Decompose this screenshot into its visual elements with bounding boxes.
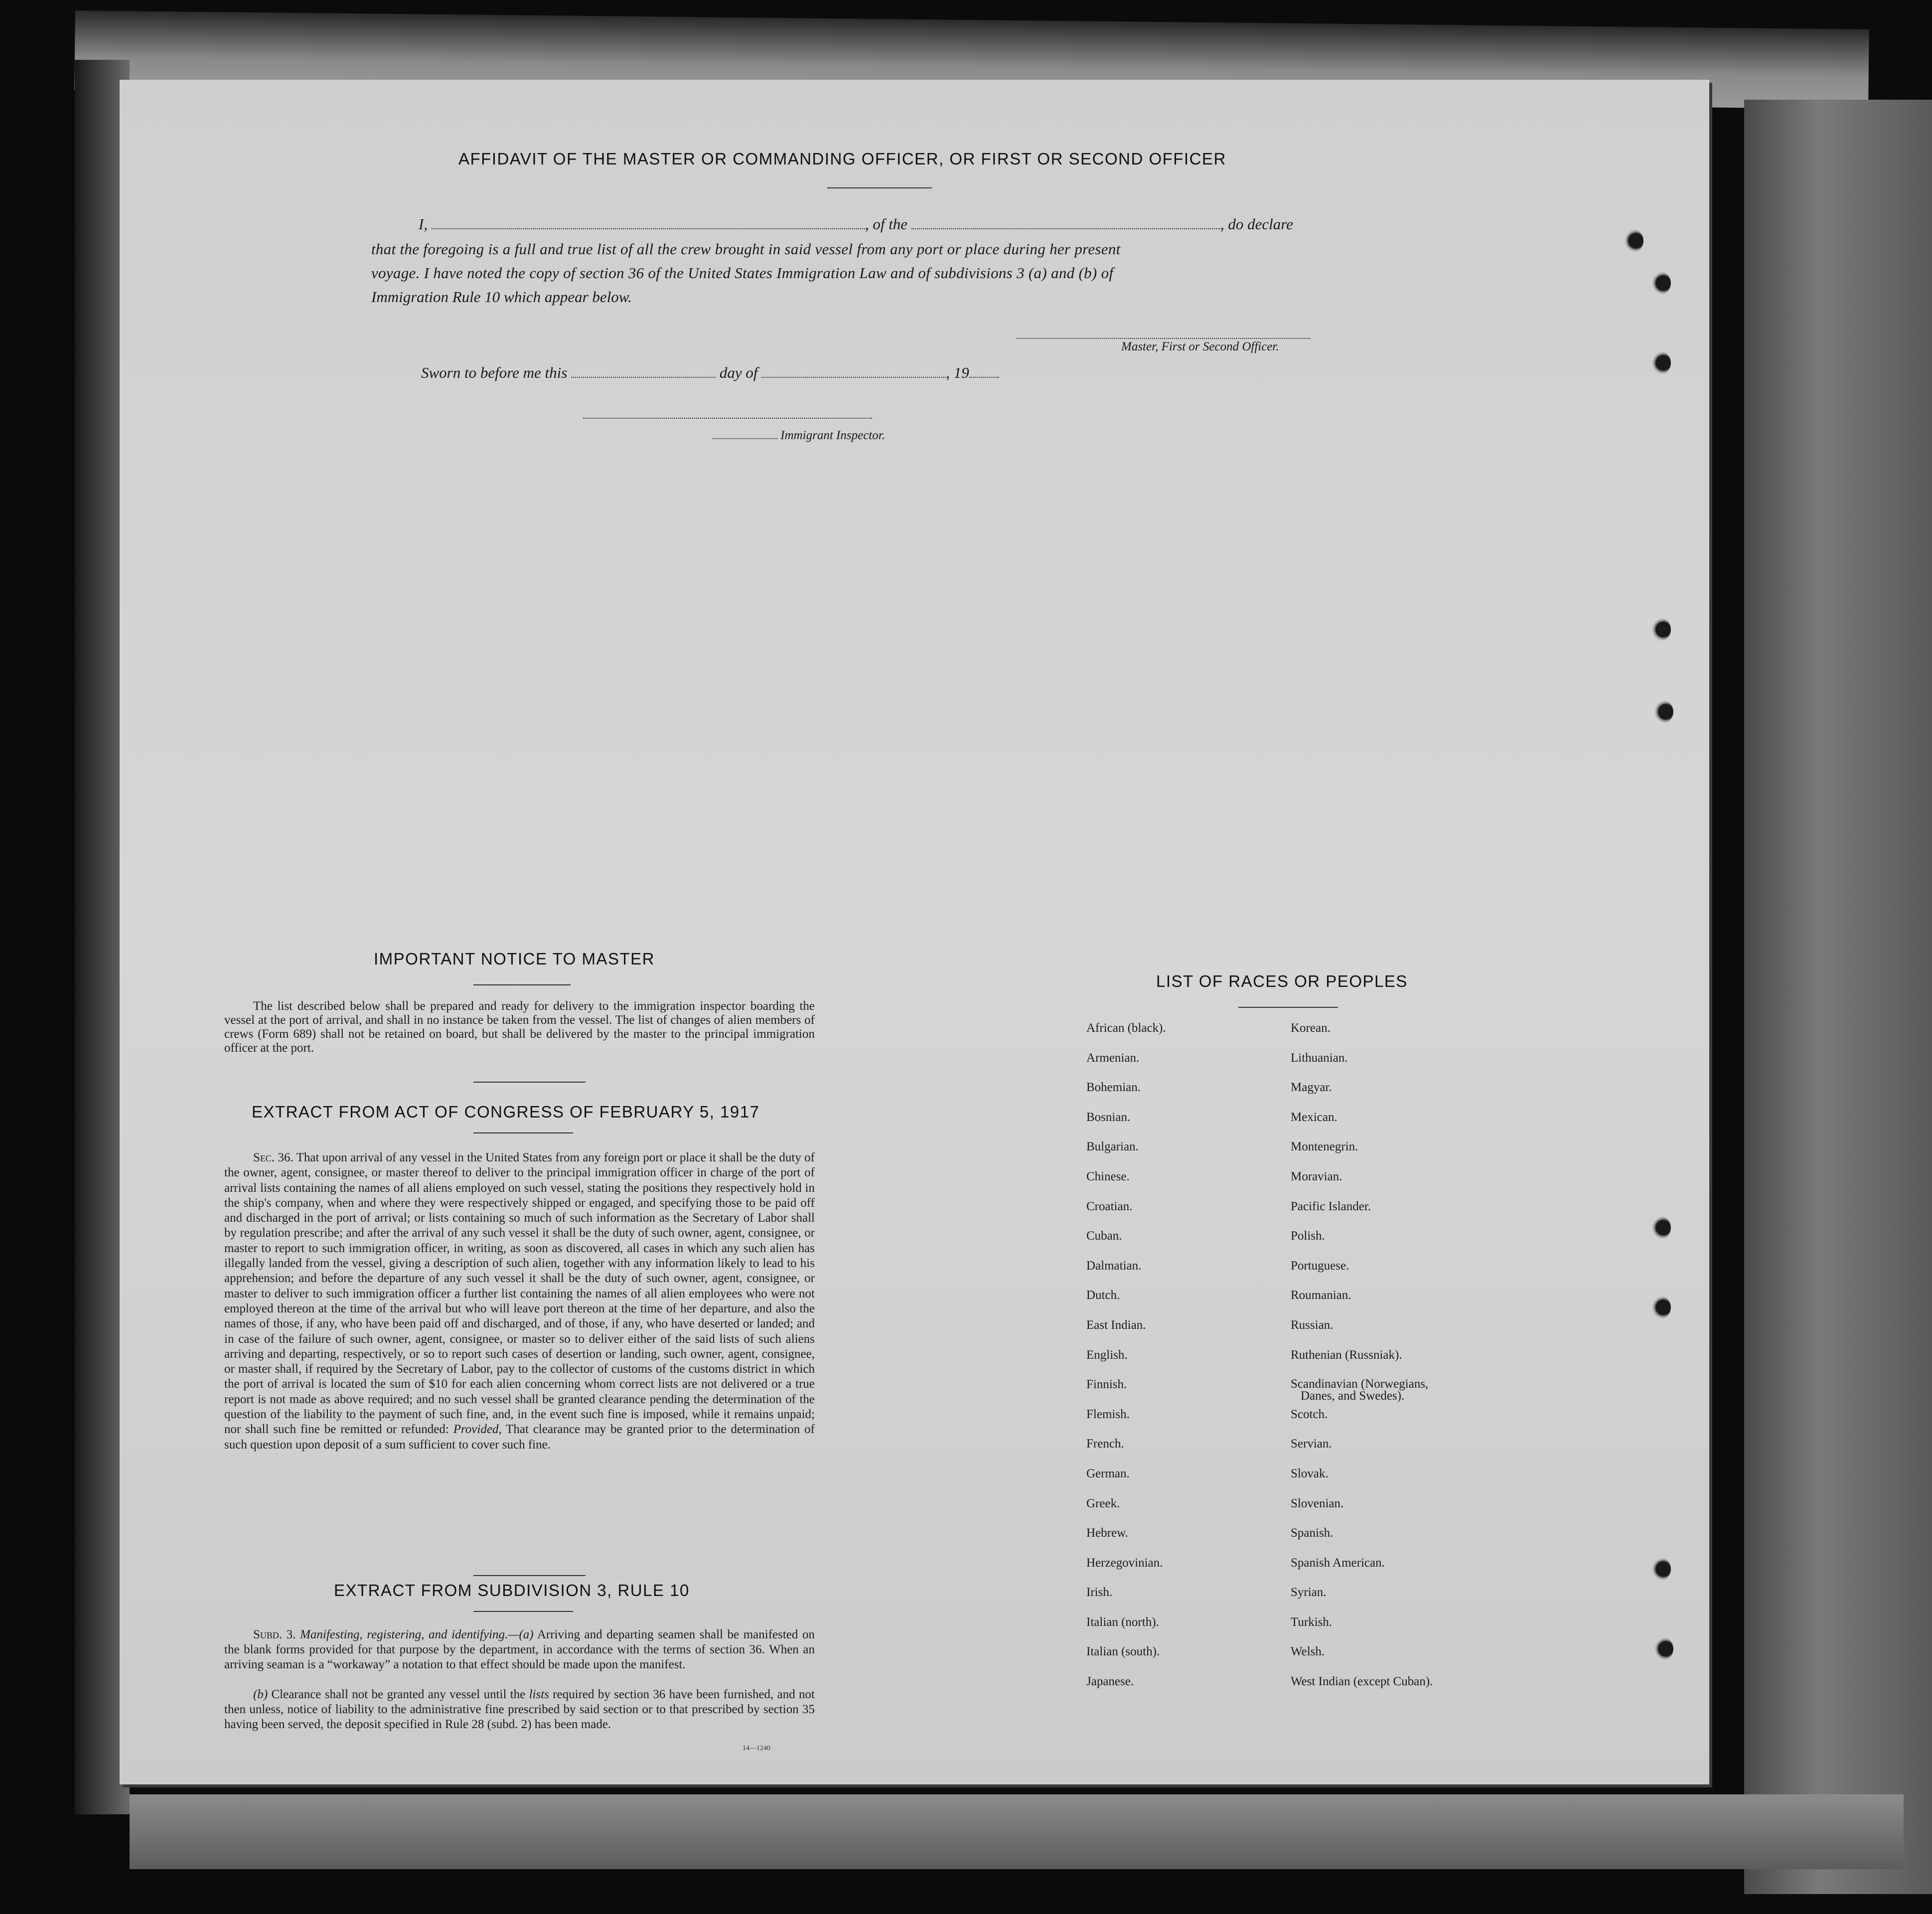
notice-heading-rule — [473, 984, 571, 985]
race-item: Croatian. — [1086, 1199, 1133, 1213]
race-item: Chinese. — [1086, 1169, 1130, 1183]
race-item: Ruthenian (Russniak). — [1291, 1348, 1402, 1362]
race-item: Dalmatian. — [1086, 1259, 1142, 1273]
year-prefix: , 19 — [946, 364, 969, 381]
race-item: Bulgarian. — [1086, 1140, 1139, 1154]
races-right-column — [1291, 1022, 1433, 1705]
race-item: Italian (south). — [1086, 1645, 1160, 1659]
of-the-text: , of the — [865, 215, 908, 233]
race-item: Cuban. — [1086, 1229, 1122, 1243]
binder-hole — [1652, 272, 1671, 295]
para-a-label: —(a) — [508, 1628, 534, 1641]
race-item: Scotch. — [1291, 1407, 1328, 1421]
declarant-name-blank[interactable] — [432, 228, 865, 229]
act-extract-divider — [473, 1575, 586, 1576]
sworn-line — [421, 364, 999, 382]
form-number: 14—1240 — [743, 1745, 770, 1752]
affidavit-heading-rule — [827, 187, 932, 188]
inspector-line — [713, 429, 885, 443]
sworn-month-blank[interactable] — [761, 377, 946, 378]
binder-hole — [1652, 351, 1671, 374]
binder-hole — [1625, 229, 1643, 252]
para-b-body-2: required by section 36 have been furnished, and not then unless, notice of liability to the administrative fine prescribed by said section or to that prescribed by section 35 having been served, the deposit specified in Rule 28 (subd. 2) has been made. — [224, 1688, 815, 1731]
binder-hole — [1654, 1637, 1673, 1660]
day-of-text: day of — [719, 364, 758, 381]
act-extract-heading-rule — [473, 1132, 573, 1133]
race-item: Slovak. — [1291, 1466, 1329, 1480]
race-item: English. — [1086, 1348, 1128, 1362]
inspector-label: Immigrant Inspector. — [780, 429, 885, 442]
affidavit-heading: AFFIDAVIT OF THE MASTER OR COMMANDING OFFICER, OR FIRST OR SECOND OFFICER — [458, 150, 1226, 168]
race-item: Hebrew. — [1086, 1526, 1128, 1540]
master-signature-line[interactable] — [1017, 338, 1311, 339]
binder-hole — [1652, 1296, 1671, 1319]
sworn-day-blank[interactable] — [571, 377, 716, 378]
notice-heading: IMPORTANT NOTICE TO MASTER — [374, 950, 655, 968]
race-item: East Indian. — [1086, 1318, 1146, 1332]
notice-divider — [473, 1082, 586, 1083]
vessel-name-blank[interactable] — [911, 228, 1220, 229]
para-b-lists: lists — [529, 1688, 549, 1701]
section-36-label: Sec. 36. — [253, 1151, 294, 1164]
binder-hole — [1654, 700, 1673, 723]
race-item: Turkish. — [1291, 1615, 1333, 1629]
race-item: Finnish. — [1086, 1378, 1127, 1392]
race-item: Portuguese. — [1291, 1259, 1349, 1273]
para-a-body: Arriving and departing seamen shall be manifested on the blank forms provided for that purpose by the department, in accordance with the terms of section 36. When an arriving seaman is a “workaway” a notation to that effect should be made upon the manifest. — [224, 1628, 815, 1671]
race-item: Korean. — [1291, 1021, 1331, 1035]
races-heading-rule — [1238, 1007, 1338, 1008]
affidavit-declaration-line — [419, 215, 1293, 233]
race-item: West Indian (except Cuban). — [1291, 1675, 1433, 1689]
section-36-body-2: That clearance may be granted prior to the determination of such question upon deposit of a sum sufficient to cover such fine. — [224, 1423, 815, 1451]
rule-extract-paragraph-a — [224, 1627, 815, 1672]
rule-extract-paragraph-b — [224, 1687, 815, 1732]
races-left-column — [1086, 1022, 1166, 1705]
race-item: Italian (north). — [1086, 1615, 1159, 1629]
race-item: Bosnian. — [1086, 1110, 1131, 1124]
binder-hole — [1652, 1216, 1671, 1239]
act-extract-paragraph — [224, 1150, 815, 1452]
race-item: Dutch. — [1086, 1288, 1120, 1302]
race-item: Scandinavian (Norwegians, — [1291, 1377, 1429, 1391]
race-item: Welsh. — [1291, 1645, 1325, 1659]
affidavit-line-3: voyage. I have noted the copy of section 36 of the United States Immigration Law and of subdivisions 3 (a) and (b) of — [371, 264, 1114, 282]
race-item: Greek. — [1086, 1496, 1120, 1510]
underlying-sheet — [1744, 100, 1932, 1894]
race-item: Spanish American. — [1291, 1556, 1385, 1570]
race-item: Japanese. — [1086, 1675, 1134, 1689]
race-item: Herzegovinian. — [1086, 1556, 1163, 1570]
act-extract-heading: EXTRACT FROM ACT OF CONGRESS OF FEBRUARY 5, 1917 — [252, 1103, 760, 1121]
declarant-i: I, — [419, 215, 428, 233]
race-item: Moravian. — [1291, 1169, 1342, 1183]
subdivision-title: Manifesting, registering, and identifying. — [300, 1628, 508, 1641]
binder-hole — [1652, 618, 1671, 641]
document-page — [120, 80, 1709, 1784]
race-item: Armenian. — [1086, 1051, 1140, 1065]
scan-background-bottom — [130, 1794, 1904, 1869]
affidavit-line-2: that the foregoing is a full and true list of all the crew brought in said vessel from any port or place during her present — [371, 240, 1121, 258]
race-item: Servian. — [1291, 1437, 1332, 1451]
rule-extract-heading-rule — [473, 1611, 573, 1612]
race-item: Bohemian. — [1086, 1081, 1141, 1095]
notice-paragraph — [224, 999, 815, 1055]
rule-extract-heading: EXTRACT FROM SUBDIVISION 3, RULE 10 — [334, 1581, 690, 1599]
race-item: Slovenian. — [1291, 1496, 1344, 1510]
races-heading: LIST OF RACES OR PEOPLES — [1156, 972, 1408, 990]
race-item: Roumanian. — [1291, 1288, 1351, 1302]
race-item: Syrian. — [1291, 1586, 1327, 1599]
race-item: Mexican. — [1291, 1110, 1338, 1124]
race-item: Flemish. — [1086, 1407, 1130, 1421]
race-item: Spanish. — [1291, 1526, 1334, 1540]
provided-word: Provided, — [453, 1423, 502, 1436]
race-item: Magyar. — [1291, 1081, 1332, 1095]
subdivision-label: Subd. 3. — [253, 1628, 296, 1641]
affidavit-line-4: Immigration Rule 10 which appear below. — [371, 288, 632, 306]
race-item: African (black). — [1086, 1021, 1166, 1035]
race-item: Russian. — [1291, 1318, 1334, 1332]
race-item: Lithuanian. — [1291, 1051, 1348, 1065]
notice-body: The list described below shall be prepared and ready for delivery to the immigration inspector boarding the vessel at the port of arrival, and shall in no instance be taken from the vessel. The list of changes of alien members of crews (Form 689) shall not be retained on board, but shall be delivered by the master to the principal immigration officer at the port. — [224, 999, 815, 1055]
binder-hole — [1652, 1558, 1671, 1581]
race-item: Pacific Islander. — [1291, 1199, 1371, 1213]
para-b-label: (b) — [253, 1688, 268, 1701]
race-item: German. — [1086, 1466, 1130, 1480]
master-signature-label: Master, First or Second Officer. — [1121, 340, 1279, 353]
race-item: French. — [1086, 1437, 1124, 1451]
race-item-scandinavian — [1291, 1378, 1433, 1408]
race-item: Polish. — [1291, 1229, 1325, 1243]
race-item: Irish. — [1086, 1586, 1113, 1599]
section-36-body-1: That upon arrival of any vessel in the United States from any foreign port or place it shall be the duty of the owner, agent, consignee, or master thereof to deliver to the principal immigration officer in charge of the port of arrival lists containing the names of all aliens employed on such vessel, stating the positions they respectively hold in the ship's company, when and where they were respectively shipped or engaged, and specifying those to be paid off and discharged in the port of arrival; or lists containing so much of such information as the Secretary of Labor shall by regulation prescribe; and after the arrival of any such vessel it shall be the duty of such owner, agent, consignee, or master to report to such immigration officer, in writing, as soon as discovered, all cases in which any such alien has illegally landed from the vessel, giving a description of such alien, together with any information likely to lead to his apprehension; and before the departure of any such vessel it shall be the duty of such owner, agent, consignee, or master to deliver to such immigration officer a further list containing the names of all alien employees who were not employed thereon at the time of the arrival but who will leave port thereon at the time of her departure, and also the names of those, if any, who have been paid off and discharged, and of those, if any, who have deserted or landed; and in case of the failure of such owner, agent, consignee, or master so to deliver either of the said lists of such aliens arriving and departing, respectively, or so to report such cases of desertion or landing, such owner, agent, consignee, or master shall, if required by the Secretary of Labor, pay to the collector of customs of the customs district in which the port of arrival is located the sum of $10 for each alien concerning whom correct lists are not delivered or a true report is not made as above required; and no such vessel shall be granted clearance pending the determination of the question of the liability to the payment of such fine, and, in the event such fine is imposed, while it remains unpaid; nor shall such fine be remitted or refunded: — [224, 1151, 815, 1436]
sworn-year-blank[interactable] — [969, 377, 999, 378]
inspector-signature-line[interactable] — [583, 418, 872, 419]
race-item-continuation: Danes, and Swedes). — [1301, 1389, 1405, 1403]
inspector-name-blank[interactable] — [713, 438, 777, 439]
race-item: Montenegrin. — [1291, 1140, 1358, 1154]
sworn-prefix: Sworn to before me this — [421, 364, 568, 381]
para-b-body-1: Clearance shall not be granted any vessel until the — [268, 1688, 529, 1701]
do-declare-text: , do declare — [1220, 215, 1293, 233]
